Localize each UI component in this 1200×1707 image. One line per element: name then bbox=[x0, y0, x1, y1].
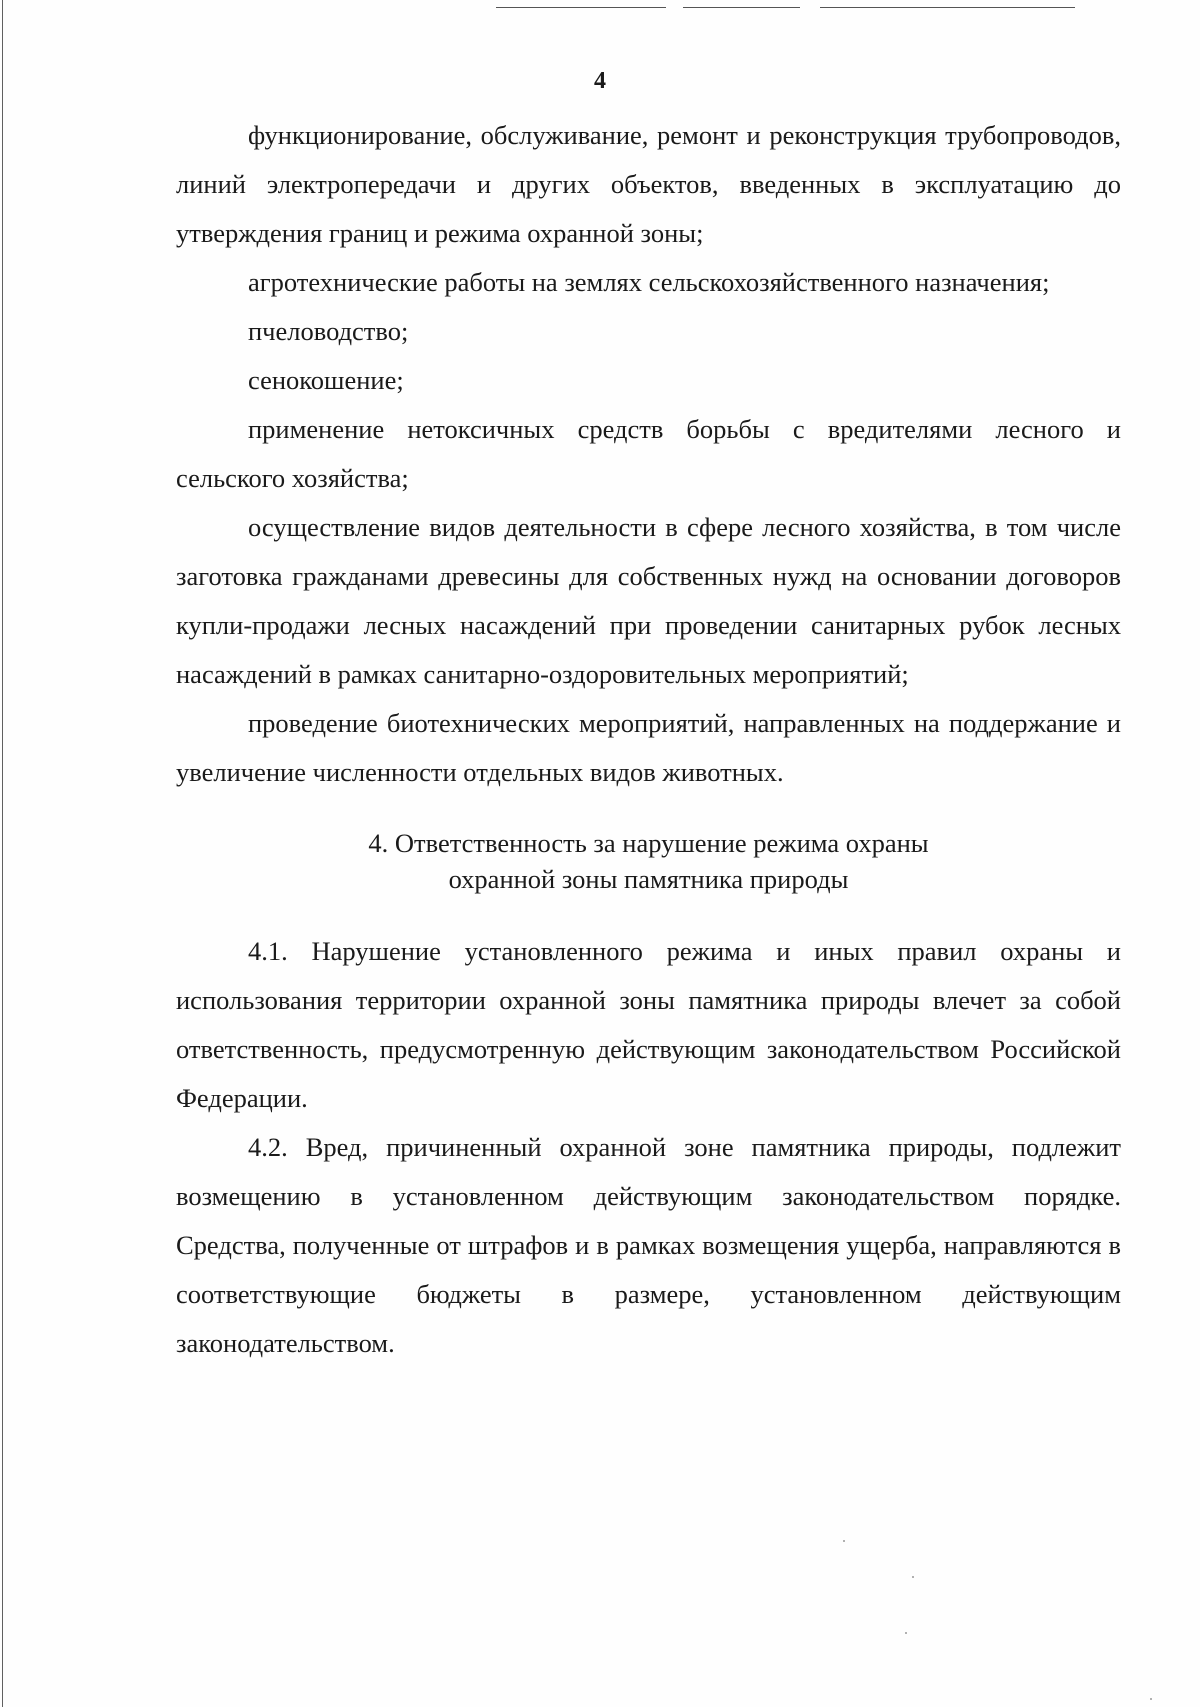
paragraph: применение нетоксичных средств борьбы с вредителями лесного и сельского хозяйства; bbox=[176, 414, 1121, 493]
scan-top-rule bbox=[820, 7, 1075, 8]
scan-top-rule bbox=[683, 7, 800, 8]
page-number: 4 bbox=[594, 68, 606, 94]
paragraph: проведение биотехнических мероприятий, направленных на поддержание и увеличение численности отдельных видов животных. bbox=[176, 708, 1121, 787]
section-heading-line: 4. Ответственность за нарушение режима охраны bbox=[368, 828, 929, 858]
paragraph: сенокошение; bbox=[248, 365, 404, 395]
scan-left-edge bbox=[2, 0, 3, 1707]
paragraph: осуществление видов деятельности в сфере лесного хозяйства, в том числе заготовка гражданами древесины для собственных нужд на основании договоров купли-продажи лесных насаждений при проведении санитарных рубок лесных насаждений в рамках санитарно-оздоровительных мероприятий; bbox=[176, 512, 1121, 689]
scan-speck bbox=[843, 1540, 845, 1542]
paragraph: 4.2. Вред, причиненный охранной зоне памятника природы, подлежит возмещению в установленном действующим законодательством порядке. Средства, полученные от штрафов и в рамках возмещения ущерба, направляются в соответствующие бюджеты в размере, установленном действующим законодательством. bbox=[176, 1132, 1121, 1358]
scan-speck bbox=[905, 1632, 907, 1634]
scan-top-rule bbox=[496, 7, 666, 8]
scan-speck bbox=[912, 1576, 914, 1578]
section-heading-line: охранной зоны памятника природы bbox=[448, 864, 849, 894]
paragraph: функционирование, обслуживание, ремонт и реконструкция трубопроводов, линий электропередачи и других объектов, введенных в эксплуатацию до утверждения границ и режима охранной зоны; bbox=[176, 120, 1121, 248]
paragraph: 4.1. Нарушение установленного режима и иных правил охраны и использования территории охранной зоны памятника природы влечет за собой ответственность, предусмотренную действующим законодательством Российской Федерации. bbox=[176, 936, 1121, 1113]
document-body bbox=[176, 111, 1121, 1368]
scan-speck bbox=[1150, 1698, 1152, 1700]
section-heading bbox=[176, 825, 1121, 897]
paragraph: пчеловодство; bbox=[248, 316, 409, 346]
paragraph: агротехнические работы на землях сельскохозяйственного назначения; bbox=[248, 267, 1050, 297]
